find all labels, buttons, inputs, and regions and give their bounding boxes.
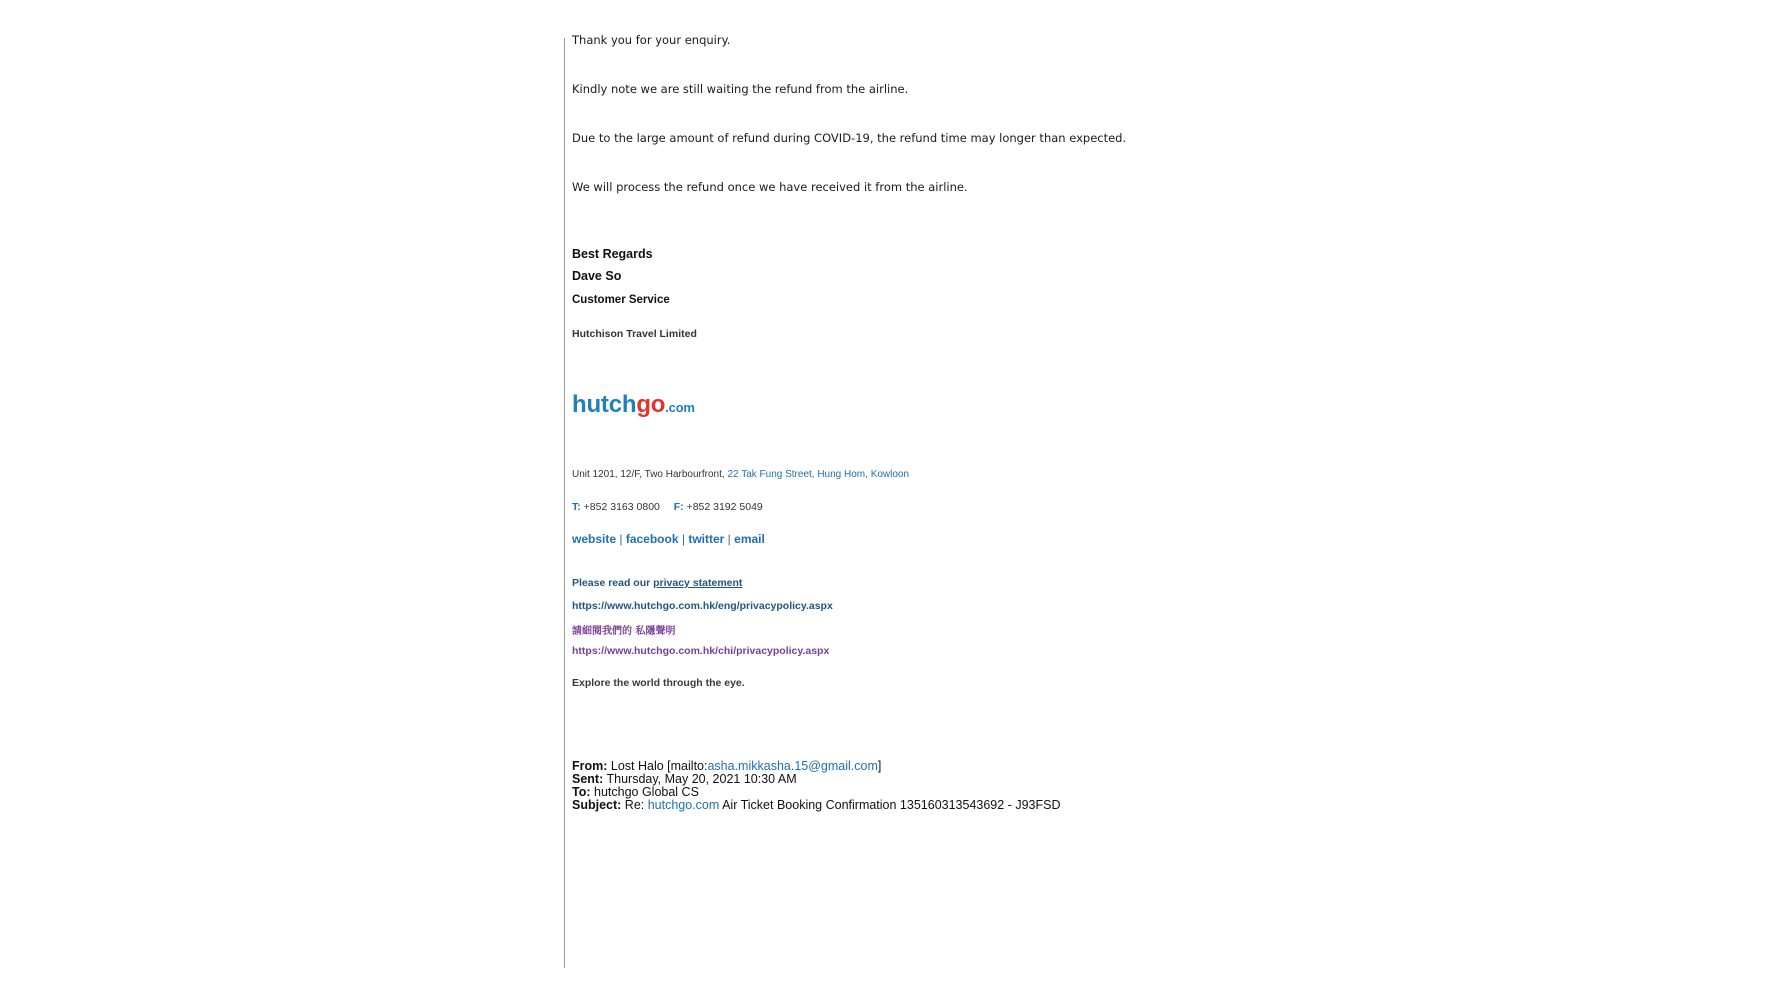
- signature-tagline: Explore the world through the eye.: [572, 677, 745, 689]
- address-link[interactable]: 22 Tak Fung Street, Hung Hom, Kowloon: [727, 469, 910, 480]
- message-paragraph-1: Thank you for your enquiry.: [572, 33, 731, 47]
- sent-label: Sent:: [572, 772, 604, 786]
- subject-label: Subject:: [572, 798, 622, 812]
- message-paragraph-3: Due to the large amount of refund during COVID-19, the refund time may longer than expected.: [572, 131, 1127, 145]
- from-email-link[interactable]: asha.mikkasha.15@gmail.com: [707, 759, 878, 773]
- tel-label: T:: [572, 501, 581, 513]
- signature-company: Hutchison Travel Limited: [572, 328, 697, 340]
- to-label: To:: [572, 785, 591, 799]
- logo-part-go: go: [636, 391, 666, 418]
- privacy-url-en[interactable]: https://www.hutchgo.com.hk/eng/privacypolicy.aspx: [572, 600, 833, 612]
- from-close: ]: [877, 759, 882, 773]
- from-name: Lost Halo [mailto:: [607, 759, 708, 773]
- from-label: From:: [572, 759, 608, 773]
- tel-number: +852 3163 0800: [583, 501, 660, 513]
- quoted-from: [572, 759, 881, 773]
- twitter-link[interactable]: twitter: [688, 532, 725, 546]
- quoted-to: [572, 785, 699, 799]
- link-separator: |: [619, 532, 623, 546]
- address-line: [572, 469, 909, 480]
- privacy-statement-link[interactable]: privacy statement: [653, 577, 743, 589]
- to-value: hutchgo Global CS: [590, 785, 699, 799]
- message-paragraph-2: Kindly note we are still waiting the refund from the airline.: [572, 82, 909, 96]
- signature-role: Customer Service: [572, 294, 670, 306]
- privacy-url-chi[interactable]: https://www.hutchgo.com.hk/chi/privacypolicy.aspx: [572, 645, 830, 657]
- privacy-chinese[interactable]: 請細閱我們的 私隱聲明: [572, 626, 676, 637]
- privacy-prefix: Please read our: [572, 577, 654, 589]
- sent-value: Thursday, May 20, 2021 10:30 AM: [603, 772, 797, 786]
- social-links: [572, 532, 765, 546]
- email-body: [572, 0, 1472, 1000]
- quote-bar: [564, 38, 565, 968]
- address-prefix: Unit 1201, 12/F, Two Harbourfront,: [572, 469, 728, 480]
- subject-link[interactable]: hutchgo.com: [647, 798, 720, 812]
- signature-closing: Best Regards: [572, 247, 653, 261]
- hutchgo-logo[interactable]: [572, 391, 695, 419]
- website-link[interactable]: website: [572, 532, 617, 546]
- fax-number: +852 3192 5049: [686, 501, 763, 513]
- contact-line: [572, 501, 763, 513]
- logo-part-hutch: hutch: [572, 391, 637, 418]
- privacy-line: [572, 577, 742, 589]
- logo-part-dotcom: .com: [665, 400, 695, 415]
- link-separator: |: [727, 532, 731, 546]
- signature-name: Dave So: [572, 269, 622, 283]
- email-link[interactable]: email: [734, 532, 765, 546]
- subject-prefix: Re:: [621, 798, 648, 812]
- subject-rest: Air Ticket Booking Confirmation 135160313543692 - J93FSD: [719, 798, 1061, 812]
- message-paragraph-4: We will process the refund once we have received it from the airline.: [572, 180, 968, 194]
- quoted-subject: [572, 798, 1060, 812]
- link-separator: |: [681, 532, 685, 546]
- facebook-link[interactable]: facebook: [625, 532, 679, 546]
- fax-label: F:: [673, 501, 684, 513]
- quoted-sent: [572, 772, 797, 786]
